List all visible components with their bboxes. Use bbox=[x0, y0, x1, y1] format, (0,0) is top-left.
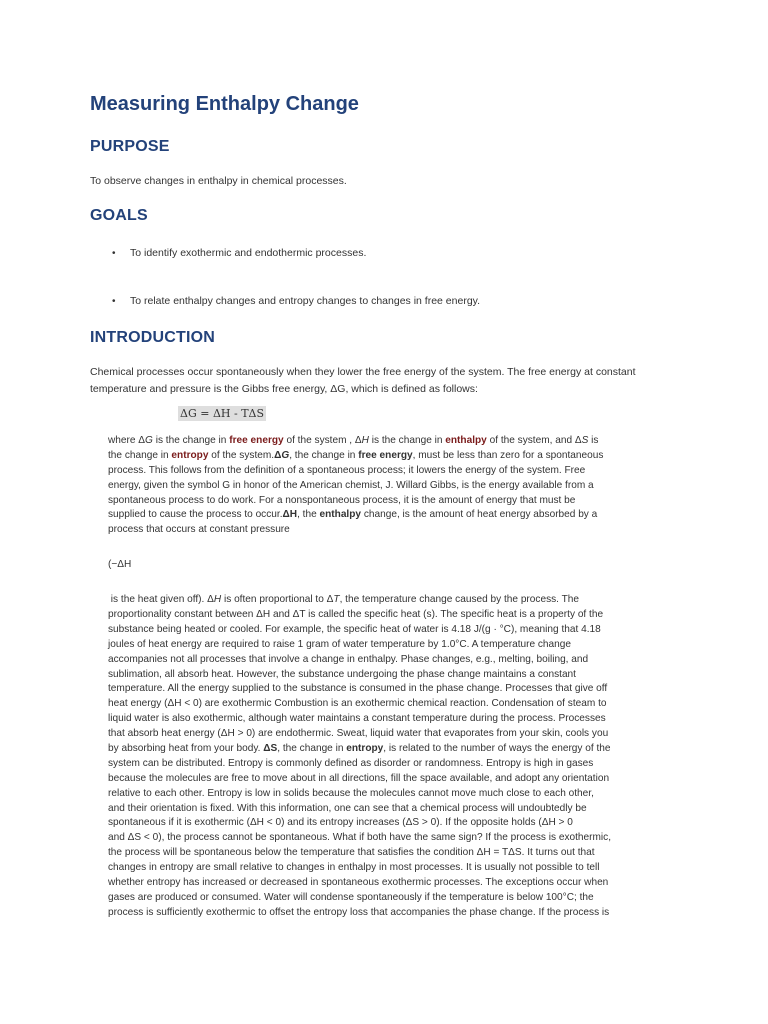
body-line: is the heat given off). ΔH is often proportional to ΔT, the temperature change caused by the process. The bbox=[108, 594, 579, 606]
body-line: joules of heat energy are required to raise 1 gram of water temperature by 1.0°C. A temperature change bbox=[108, 638, 572, 650]
body-line: supplied to cause the process to occur.ΔH, the enthalpy change, is the amount of heat energy absorbed by a bbox=[108, 509, 598, 521]
body-line: whether entropy has increased or decreased in spontaneous exothermic processes. The exceptions occur when bbox=[108, 877, 609, 889]
goal-item bbox=[112, 247, 366, 259]
body-line: (−ΔH bbox=[108, 559, 132, 571]
keyword: free energy bbox=[229, 435, 284, 446]
body-line: spontaneous if it is exothermic (ΔH < 0) and its entropy increases (ΔS > 0). If the opposite holds (ΔH > 0 bbox=[108, 817, 573, 829]
purpose-text: To observe changes in enthalpy in chemical processes. bbox=[90, 175, 347, 187]
body-line: because the molecules are free to move about in all directions, fill the space available, and adopt any orientation bbox=[108, 772, 610, 784]
body-line: changes in entropy are small relative to changes in enthalpy in most processes. It is usually not possible to tell bbox=[108, 862, 600, 874]
goals-heading: GOALS bbox=[90, 207, 148, 224]
body-line: proportionality constant between ΔH and ΔT is called the specific heat (s). The specific heat is a property of the bbox=[108, 609, 604, 621]
body-line: the change in entropy of the system.ΔG, the change in free energy, must be less than zero for a spontaneous bbox=[108, 449, 604, 461]
purpose-heading: PURPOSE bbox=[90, 138, 170, 155]
body-line: energy, given the symbol G in honor of the American chemist, J. Willard Gibbs, is the energy available from a bbox=[108, 479, 594, 491]
introduction-heading: INTRODUCTION bbox=[90, 329, 216, 346]
body-line: temperature. All the energy supplied to the substance is consumed in the phase change. Processes that give off bbox=[108, 683, 608, 695]
body-line: process is sufficiently exothermic to offset the entropy loss that accompanies the phase change. If the process is bbox=[108, 906, 610, 918]
body-line: substance being heated or cooled. For example, the specific heat of water is 4.18 J/(g · °C), meaning that 4.18 bbox=[108, 623, 601, 635]
goal-item bbox=[112, 295, 480, 307]
bullet-icon: • bbox=[112, 248, 116, 259]
body-line: and ΔS < 0), the process cannot be spontaneous. What if both have the same sign? If the process is exothermic, bbox=[108, 832, 612, 844]
intro-para-line: temperature and pressure is the Gibbs free energy, ΔG, which is defined as follows: bbox=[90, 383, 478, 395]
bullet-icon: • bbox=[112, 296, 116, 307]
body-line: sublimation, all absorb heat. However, the substance undergoing the phase change maintains a constant bbox=[108, 668, 576, 680]
body-line: relative to each other. Entropy is low in solids because the molecules cannot move much close to each other, bbox=[108, 787, 594, 799]
body-line: liquid water is also exothermic, although water maintains a constant temperature during the process. Processes bbox=[108, 713, 606, 725]
body-line: heat energy (ΔH < 0) are exothermic Combustion is an exothermic chemical reaction. Condensation of steam to bbox=[108, 698, 607, 710]
body-line: that absorb heat energy (ΔH > 0) are endothermic. Sweat, liquid water that evaporates from your skin, cools you bbox=[108, 728, 609, 740]
goal-item-text: To identify exothermic and endothermic processes. bbox=[130, 247, 367, 259]
body-line: accompanies not all processes that involve a change in enthalpy. Phase changes, e.g., melting, boiling, and bbox=[108, 653, 589, 665]
page-title: Measuring Enthalpy Change bbox=[90, 93, 359, 115]
introduction-body bbox=[108, 434, 676, 921]
body-line: and their orientation is fixed. With this information, one can see that a chemical process will undoubtedly be bbox=[108, 802, 587, 814]
goal-item-text: To relate enthalpy changes and entropy changes to changes in free energy. bbox=[130, 295, 481, 307]
body-line: gases are produced or consumed. Water will condense spontaneously if the temperature is below 100°C; the bbox=[108, 891, 594, 903]
body-line: where ΔG is the change in free energy of the system , ΔH is the change in enthalpy of the system, and ΔS is bbox=[108, 435, 599, 446]
gibbs-equation: ΔG = ΔH - TΔS bbox=[180, 407, 265, 420]
intro-para-line: Chemical processes occur spontaneously when they lower the free energy of the system. The free energy at constant bbox=[90, 366, 636, 378]
keyword: enthalpy bbox=[445, 435, 487, 446]
body-line: process. This follows from the definition of a spontaneous process; it lowers the energy of the system. Free bbox=[108, 464, 586, 476]
body-line: process that occurs at constant pressure bbox=[108, 524, 290, 536]
keyword: entropy bbox=[171, 449, 209, 461]
body-line: spontaneous process to do work. For a nonspontaneous process, it is the amount of energy that must be bbox=[108, 494, 576, 506]
body-line: by absorbing heat from your body. ΔS, the change in entropy, is related to the number of ways the energy of the bbox=[108, 743, 611, 755]
body-line: the process will be spontaneous below the temperature that satisfies the condition ΔH = TΔS. It turns out that bbox=[108, 847, 595, 859]
body-line: system can be distributed. Entropy is commonly defined as disorder or randomness. Entropy is high in gases bbox=[108, 757, 594, 769]
